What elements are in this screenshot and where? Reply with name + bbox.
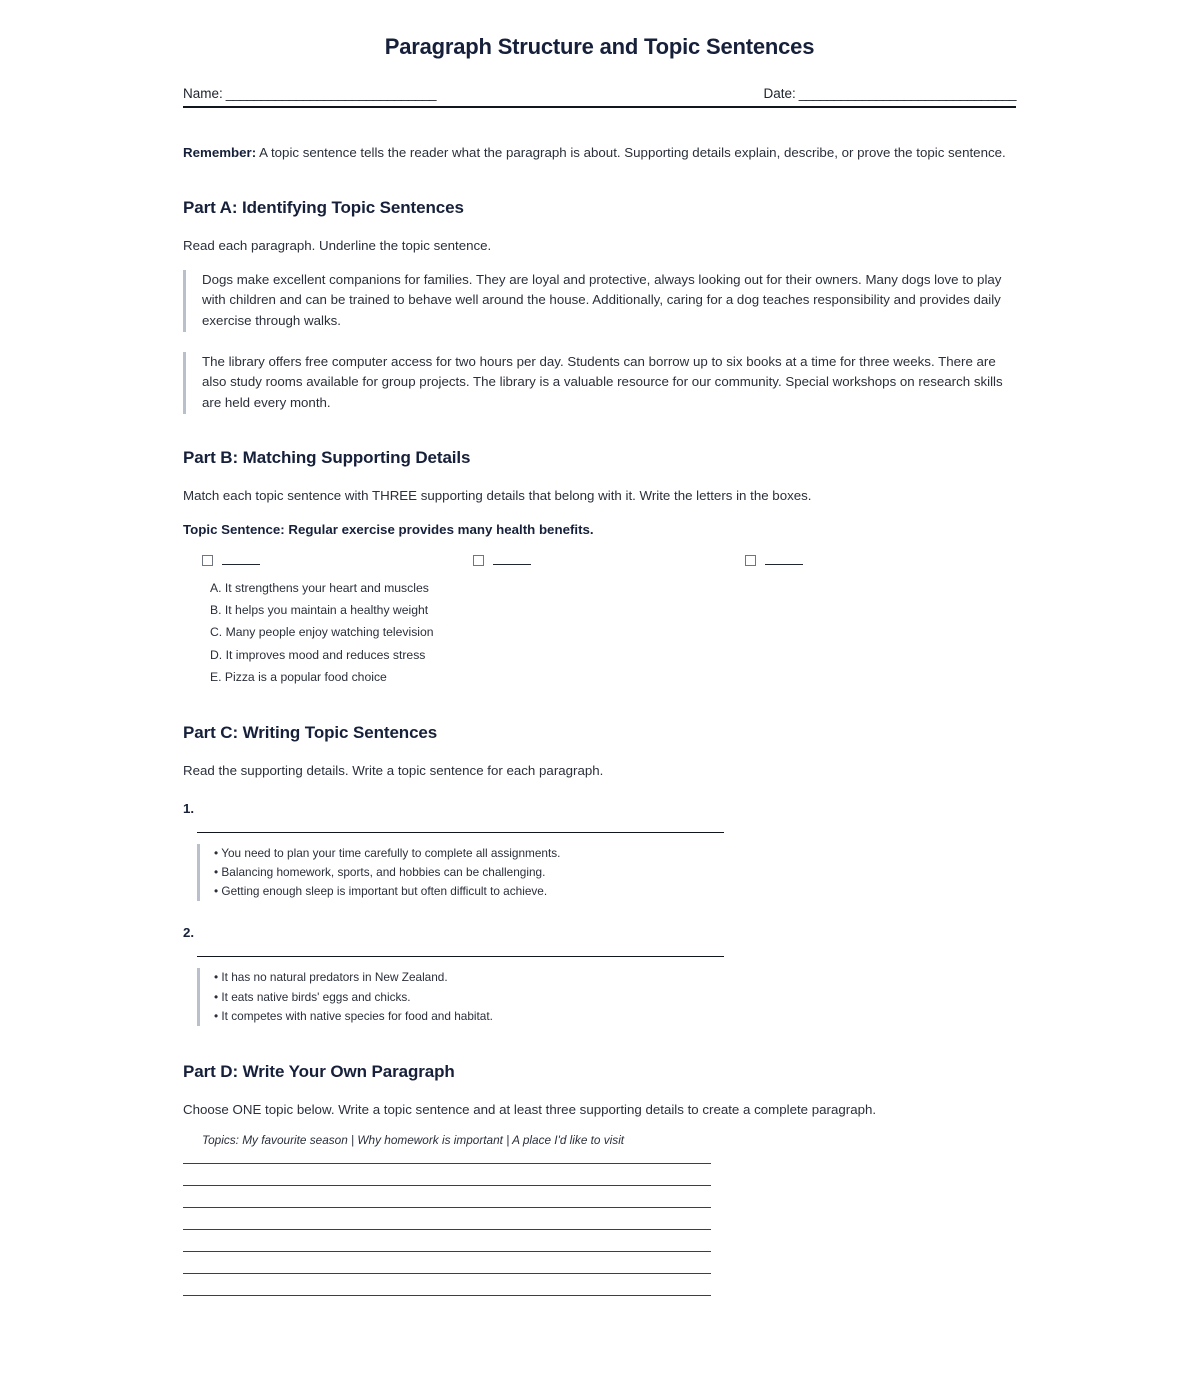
choice-list	[183, 581, 1016, 685]
answer-box-3[interactable]	[745, 555, 1016, 566]
name-field[interactable]	[183, 86, 436, 101]
supporting-details-1	[197, 844, 1016, 901]
answer-box-2[interactable]	[473, 555, 744, 566]
answer-line-2[interactable]	[197, 956, 724, 957]
item-number: 1.	[183, 801, 195, 817]
passage-2[interactable]: The library offers free computer access for two hours per day. Students can borrow up to six books at a time for three weeks. There are also study rooms available for group projects. The library is a valuable resource for our community. Special workshops on research skills are held every month.	[183, 352, 1016, 414]
checkbox-icon[interactable]	[202, 555, 213, 566]
list-item[interactable]: C. Many people enjoy watching television	[210, 625, 434, 640]
header-divider	[183, 106, 1016, 108]
remember-label: Remember:	[183, 145, 257, 160]
list-item[interactable]: E. Pizza is a popular food choice	[210, 669, 387, 684]
answer-blank-3[interactable]	[765, 555, 803, 565]
part-c-instruction: Read the supporting details. Write a topic sentence for each paragraph.	[183, 763, 604, 779]
item-number: 2.	[183, 925, 195, 941]
part-d-topics: Topics: My favourite season | Why homework is important | A place I'd like to visit	[202, 1132, 625, 1147]
remember-text: A topic sentence tells the reader what the paragraph is about. Supporting details explain, describe, or prove the topic sentence.	[256, 145, 1006, 160]
passage-1[interactable]: Dogs make excellent companions for families. They are loyal and protective, always looking out for their owners. Many dogs love to play with children and can be trained to behave well around the house. Additionally, caring for a dog teaches responsibility and provides daily exercise through walks.	[183, 270, 1016, 332]
worksheet-content	[183, 0, 1016, 1317]
writing-line[interactable]	[183, 1251, 711, 1252]
list-item[interactable]: A. It strengthens your heart and muscles	[210, 580, 429, 595]
name-blank[interactable]: ______________________________	[225, 86, 437, 101]
part-b-heading: Part B: Matching Supporting Details	[183, 447, 471, 467]
date-field[interactable]	[763, 86, 1016, 101]
name-date-row	[183, 86, 1016, 101]
list-item[interactable]: B. It helps you maintain a healthy weight	[210, 603, 429, 618]
date-label: Date:	[763, 86, 796, 101]
writing-line[interactable]	[183, 1229, 711, 1230]
part-c-item-2	[183, 925, 1016, 1025]
answer-box-1[interactable]	[202, 555, 473, 566]
detail-item: • It has no natural predators in New Zealand.	[214, 970, 448, 985]
writing-line[interactable]	[183, 1185, 711, 1186]
part-a-instruction: Read each paragraph. Underline the topic sentence.	[183, 237, 492, 253]
detail-item: • It competes with native species for food and habitat.	[214, 1008, 493, 1023]
part-b-topic-sentence: Topic Sentence: Regular exercise provides many health benefits.	[183, 521, 594, 537]
checkbox-icon[interactable]	[473, 555, 484, 566]
name-label: Name:	[183, 86, 223, 101]
writing-line[interactable]	[183, 1163, 711, 1164]
writing-line[interactable]	[183, 1295, 711, 1296]
part-a-heading: Part A: Identifying Topic Sentences	[183, 197, 464, 217]
detail-item: • Balancing homework, sports, and hobbies can be challenging.	[214, 865, 546, 880]
remember-note	[183, 143, 1016, 164]
detail-item: • You need to plan your time carefully to complete all assignments.	[214, 846, 561, 861]
supporting-details-2	[197, 968, 1016, 1025]
date-blank[interactable]: _______________________________	[798, 86, 1016, 101]
writing-lines	[183, 1163, 1016, 1296]
part-d-heading: Part D: Write Your Own Paragraph	[183, 1061, 455, 1081]
list-item[interactable]: D. It improves mood and reduces stress	[210, 647, 426, 662]
part-c-heading: Part C: Writing Topic Sentences	[183, 723, 438, 743]
writing-line[interactable]	[183, 1273, 711, 1274]
answer-box-row	[183, 555, 1016, 566]
part-d-instruction: Choose ONE topic below. Write a topic sentence and at least three supporting details to create a complete paragraph.	[183, 1101, 877, 1117]
page-title: Paragraph Structure and Topic Sentences	[384, 34, 815, 59]
answer-line-1[interactable]	[197, 832, 724, 833]
answer-blank-2[interactable]	[493, 555, 531, 565]
detail-item: • It eats native birds' eggs and chicks.	[214, 989, 411, 1004]
answer-blank-1[interactable]	[222, 555, 260, 565]
part-b-instruction: Match each topic sentence with THREE supporting details that belong with it. Write the letters in the boxes.	[183, 487, 812, 503]
part-c-item-1	[183, 801, 1016, 901]
writing-line[interactable]	[183, 1207, 711, 1208]
checkbox-icon[interactable]	[745, 555, 756, 566]
detail-item: • Getting enough sleep is important but often difficult to achieve.	[214, 884, 548, 899]
